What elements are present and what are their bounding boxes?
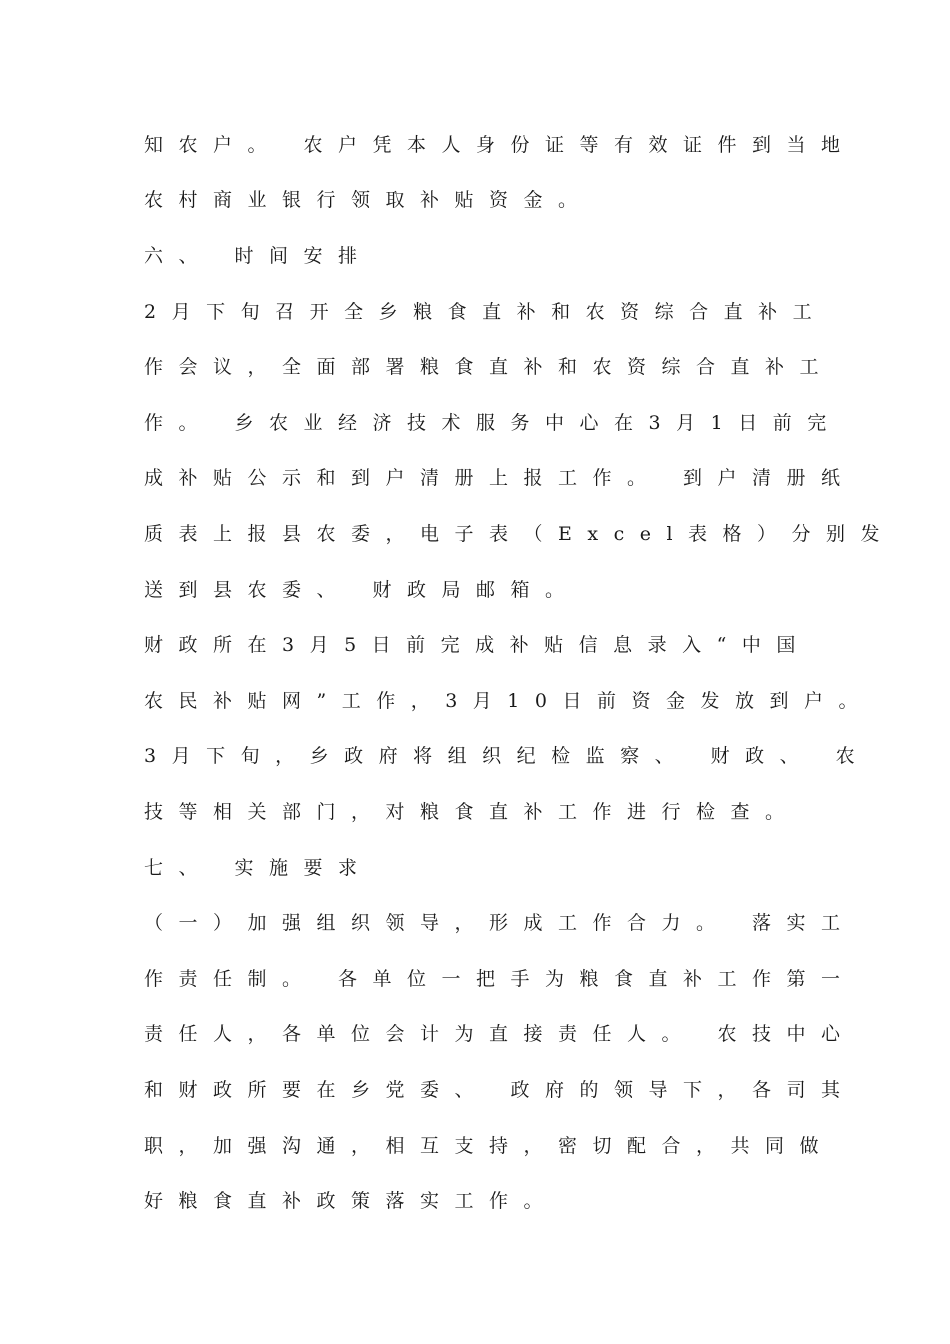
text-line: 技等相关部门，对粮食直补工作进行检查。 xyxy=(144,801,800,823)
text-line: 作会议，全面部署粮食直补和农资综合直补工 xyxy=(144,356,835,378)
text-line: 好粮食直补政策落实工作。 xyxy=(144,1190,559,1212)
text-line: 成补贴公示和到户清册上报工作。 到户清册纸 xyxy=(144,467,856,489)
text-line: 2月下旬召开全乡粮食直补和农资综合直补工 xyxy=(144,301,828,323)
text-line: 责任人，各单位会计为直接责任人。 农技中心 xyxy=(144,1023,856,1045)
text-line: 职，加强沟通，相互支持，密切配合，共同做 xyxy=(144,1135,835,1157)
text-line: 知农户。 农户凭本人身份证等有效证件到当地 xyxy=(144,134,856,156)
text-line: 质表上报县农委，电子表（Excel表格）分别发 xyxy=(144,523,896,545)
text-line: 和财政所要在乡党委、 政府的领导下，各司其 xyxy=(144,1079,856,1101)
text-line: 农村商业银行领取补贴资金。 xyxy=(144,189,593,211)
section-heading: 六、 时间安排 xyxy=(144,245,373,267)
section-heading: 七、 实施要求 xyxy=(144,857,373,879)
text-line: （一）加强组织领导，形成工作合力。 落实工 xyxy=(144,912,856,934)
text-line: 财政所在3月5日前完成补贴信息录入“中国 xyxy=(144,634,811,656)
text-line: 送到县农委、 财政局邮箱。 xyxy=(144,579,580,601)
text-line: 3月下旬，乡政府将组织纪检监察、 财政、 农 xyxy=(144,745,871,767)
text-line: 作。 乡农业经济技术服务中心在3月1日前完 xyxy=(144,412,842,434)
text-line: 农民补贴网”工作，3月10日前资金发放到户。 xyxy=(144,690,873,712)
text-line: 作责任制。 各单位一把手为粮食直补工作第一 xyxy=(144,968,856,990)
